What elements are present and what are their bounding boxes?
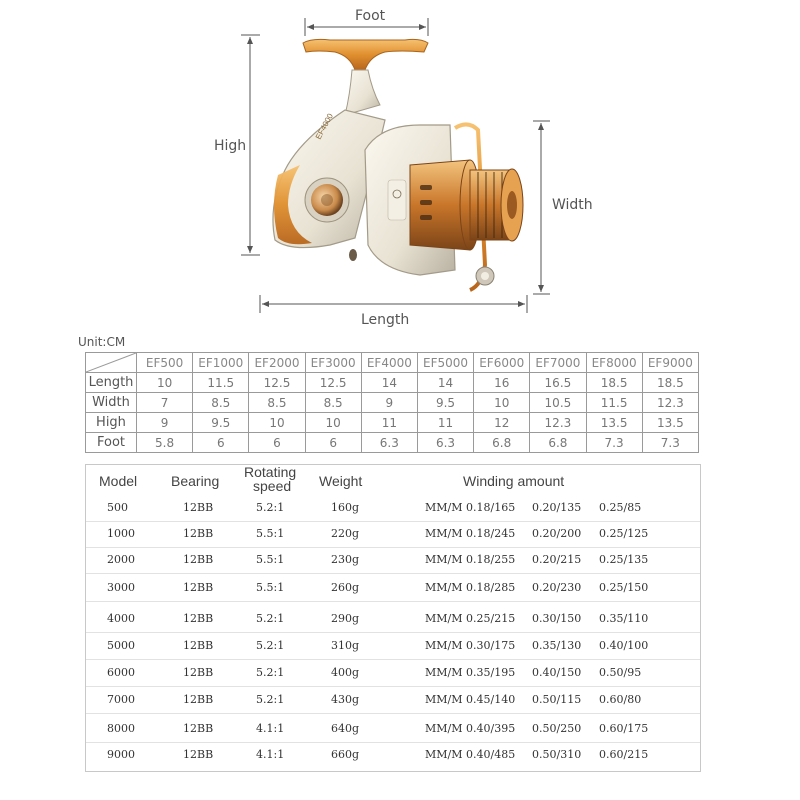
size-cell: 8.5 [249, 393, 305, 413]
winding-cell: 0.40/150 [532, 666, 582, 679]
size-cell: 6.8 [530, 433, 586, 453]
bearing-cell: 12BB [183, 748, 214, 761]
spec-table-header [86, 465, 700, 495]
model-cell: 500 [107, 501, 128, 514]
size-header-cell: EF6000 [474, 353, 530, 373]
model-cell: 3000 [107, 581, 135, 594]
winding-cell: 0.35/130 [532, 639, 582, 652]
winding-cell: 0.35/110 [599, 612, 649, 625]
bearing-cell: 12BB [183, 612, 214, 625]
size-table-header-row [86, 353, 699, 373]
winding-cell: 0.40/485 [466, 748, 516, 761]
size-cell: 6 [305, 433, 361, 453]
winding-cell: 0.40/395 [466, 722, 516, 735]
ratio-cell: 4.1:1 [256, 722, 285, 735]
winding-cell: 0.30/150 [532, 612, 582, 625]
size-cell: 6 [249, 433, 305, 453]
size-cell: 18.5 [586, 373, 642, 393]
winding-cell: 0.20/215 [532, 553, 582, 566]
size-header-cell: EF4000 [361, 353, 417, 373]
bearing-cell: 12BB [183, 666, 214, 679]
spec-row [86, 521, 700, 548]
spec-row [86, 606, 700, 633]
ratio-cell: 4.1:1 [256, 748, 285, 761]
ratio-cell: 5.2:1 [256, 501, 285, 514]
spec-table [85, 464, 701, 772]
size-header-cell: EF8000 [586, 353, 642, 373]
ratio-cell: 5.5:1 [256, 553, 285, 566]
weight-header: Weight [319, 473, 363, 489]
length-label: Length [361, 312, 410, 328]
model-cell: 6000 [107, 666, 135, 679]
winding-cell: 0.25/85 [599, 501, 642, 514]
reel-spool [410, 160, 523, 250]
winding-cell: 0.25/150 [599, 581, 649, 594]
winding-cell: 0.18/165 [466, 501, 516, 514]
size-cell: 6.3 [361, 433, 417, 453]
weight-cell: 290g [331, 612, 360, 625]
model-cell: 9000 [107, 748, 135, 761]
model-cell: 8000 [107, 722, 135, 735]
size-cell: 6.3 [417, 433, 473, 453]
size-table-row [86, 393, 699, 413]
winding-cell: 0.50/115 [532, 693, 582, 706]
model-cell: 5000 [107, 639, 135, 652]
size-header-cell: EF2000 [249, 353, 305, 373]
ratio-cell: 5.2:1 [256, 693, 285, 706]
winding-cell: 0.20/135 [532, 501, 582, 514]
size-cell: 6.8 [474, 433, 530, 453]
size-cell: 11.5 [586, 393, 642, 413]
spec-row [86, 660, 700, 687]
size-cell: 13.5 [642, 413, 698, 433]
unit-cell: MM/M [425, 693, 463, 706]
size-cell: 16.5 [530, 373, 586, 393]
winding-cell: 0.25/215 [466, 612, 516, 625]
winding-cell: 0.25/125 [599, 527, 649, 540]
bearing-cell: 12BB [183, 527, 214, 540]
winding-cell: 0.60/80 [599, 693, 642, 706]
size-cell: 7 [137, 393, 193, 413]
size-cell: 13.5 [586, 413, 642, 433]
weight-cell: 430g [331, 693, 360, 706]
reel-illustration [0, 0, 800, 335]
unit-cell: MM/M [425, 553, 463, 566]
spec-row [86, 495, 700, 522]
width-label: Width [552, 197, 593, 213]
size-table-row [86, 413, 699, 433]
winding-cell: 0.20/230 [532, 581, 582, 594]
winding-cell: 0.60/175 [599, 722, 649, 735]
bearing-header: Bearing [171, 473, 220, 489]
winding-cell: 0.18/245 [466, 527, 516, 540]
unit-cell: MM/M [425, 501, 463, 514]
unit-cell: MM/M [425, 527, 463, 540]
bearing-cell: 12BB [183, 553, 214, 566]
model-cell: 2000 [107, 553, 135, 566]
size-cell: 14 [417, 373, 473, 393]
size-header-cell: EF3000 [305, 353, 361, 373]
bearing-cell: 12BB [183, 581, 214, 594]
size-table-row [86, 433, 699, 453]
size-cell: 8.5 [305, 393, 361, 413]
model-mark: EF4000 [313, 111, 335, 141]
size-cell: 11 [417, 413, 473, 433]
speed-header: speed [253, 478, 292, 494]
ratio-cell: 5.2:1 [256, 639, 285, 652]
size-cell: 7.3 [642, 433, 698, 453]
size-header-cell: EF7000 [530, 353, 586, 373]
size-cell: 11.5 [193, 373, 249, 393]
bearing-cell: 12BB [183, 722, 214, 735]
size-cell: 10 [305, 413, 361, 433]
size-cell: 16 [474, 373, 530, 393]
winding-cell: 0.60/215 [599, 748, 649, 761]
size-cell: 14 [361, 373, 417, 393]
winding-cell: 0.20/200 [532, 527, 582, 540]
size-header-cell: EF1000 [193, 353, 249, 373]
weight-cell: 660g [331, 748, 360, 761]
size-row-label: Length [86, 373, 137, 393]
weight-cell: 260g [331, 581, 360, 594]
weight-cell: 230g [331, 553, 360, 566]
corner-cell [86, 353, 137, 373]
bearing-cell: 12BB [183, 693, 214, 706]
size-cell: 5.8 [137, 433, 193, 453]
winding-header: Winding amount [463, 473, 565, 489]
bearing-cell: 12BB [183, 501, 214, 514]
spec-row [86, 742, 700, 768]
size-cell: 6 [193, 433, 249, 453]
winding-cell: 0.18/285 [466, 581, 516, 594]
size-cell: 12.3 [530, 413, 586, 433]
weight-cell: 160g [331, 501, 360, 514]
spec-row [86, 547, 700, 574]
spec-row [86, 633, 700, 660]
winding-cell: 0.50/310 [532, 748, 582, 761]
unit-cell: MM/M [425, 612, 463, 625]
size-cell: 9.5 [417, 393, 473, 413]
size-row-label: Width [86, 393, 137, 413]
ratio-cell: 5.5:1 [256, 527, 285, 540]
unit-label: Unit:CM [78, 335, 126, 349]
rotating-header: Rotating [244, 464, 297, 480]
size-cell: 9 [137, 413, 193, 433]
winding-cell: 0.18/255 [466, 553, 516, 566]
size-cell: 9 [361, 393, 417, 413]
size-header-cell: EF500 [137, 353, 193, 373]
reel-dimension-diagram [0, 0, 800, 335]
size-row-label: Foot [86, 433, 137, 453]
size-cell: 11 [361, 413, 417, 433]
model-header: Model [99, 473, 138, 489]
spec-row [86, 716, 700, 743]
model-cell: 4000 [107, 612, 135, 625]
winding-cell: 0.40/100 [599, 639, 649, 652]
weight-cell: 220g [331, 527, 360, 540]
size-header-cell: EF9000 [642, 353, 698, 373]
size-cell: 18.5 [642, 373, 698, 393]
size-cell: 7.3 [586, 433, 642, 453]
unit-cell: MM/M [425, 722, 463, 735]
size-cell: 9.5 [193, 413, 249, 433]
model-cell: 1000 [107, 527, 135, 540]
size-cell: 10 [249, 413, 305, 433]
foot-label: Foot [355, 8, 386, 24]
size-cell: 12 [474, 413, 530, 433]
weight-cell: 400g [331, 666, 360, 679]
unit-cell: MM/M [425, 666, 463, 679]
reel-foot [303, 39, 428, 115]
bearing-cell: 12BB [183, 639, 214, 652]
high-label: High [214, 138, 247, 154]
size-table-row [86, 373, 699, 393]
ratio-cell: 5.5:1 [256, 581, 285, 594]
size-cell: 12.3 [642, 393, 698, 413]
winding-cell: 0.45/140 [466, 693, 516, 706]
winding-cell: 0.30/175 [466, 639, 516, 652]
model-cell: 7000 [107, 693, 135, 706]
ratio-cell: 5.2:1 [256, 666, 285, 679]
size-row-label: High [86, 413, 137, 433]
spec-row [86, 575, 700, 602]
unit-cell: MM/M [425, 581, 463, 594]
unit-cell: MM/M [425, 639, 463, 652]
ratio-cell: 5.2:1 [256, 612, 285, 625]
winding-cell: 0.35/195 [466, 666, 516, 679]
spec-row [86, 687, 700, 714]
size-cell: 10.5 [530, 393, 586, 413]
size-cell: 8.5 [193, 393, 249, 413]
size-cell: 12.5 [249, 373, 305, 393]
size-cell: 10 [474, 393, 530, 413]
unit-cell: MM/M [425, 748, 463, 761]
winding-cell: 0.25/135 [599, 553, 649, 566]
size-cell: 12.5 [305, 373, 361, 393]
weight-cell: 310g [331, 639, 360, 652]
size-cell: 10 [137, 373, 193, 393]
winding-cell: 0.50/250 [532, 722, 582, 735]
size-table [85, 352, 699, 453]
winding-cell: 0.50/95 [599, 666, 642, 679]
weight-cell: 640g [331, 722, 360, 735]
size-header-cell: EF5000 [417, 353, 473, 373]
